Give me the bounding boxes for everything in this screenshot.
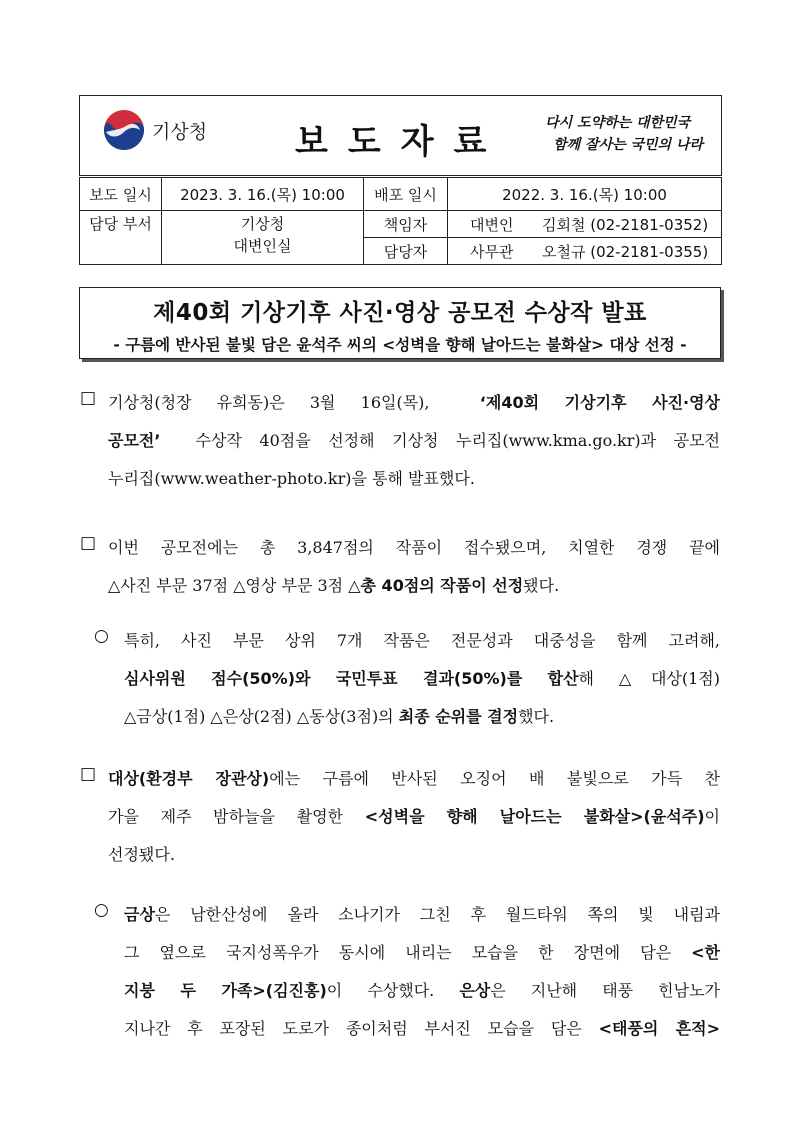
paragraph-5-bullet: ○ — [94, 900, 109, 920]
p4-grand-prize: 대상(환경부 장관상) — [108, 769, 270, 788]
distribution-date-label: 배포 일시 — [364, 177, 448, 211]
release-title: 보도자료 — [295, 122, 507, 162]
slogan-line-2: 함께 잘사는 국민의 나라 — [553, 137, 703, 153]
p3-final-ranking: 최종 순위를 결정 — [398, 707, 519, 726]
p5-line3-end: 은 지난해 태풍 힌남노가 — [490, 981, 720, 1000]
department-office: 대변인실 — [233, 237, 292, 255]
kma-emblem-icon — [102, 108, 146, 152]
p4-line2-text: 가을 제주 밤하늘을 촬영한 — [108, 807, 344, 826]
staff-label: 담당자 — [364, 238, 448, 265]
p3-line3-text: △금상(1점) △은상(2점) △동상(3점)의 — [124, 707, 394, 726]
p4-line3-text: 선정됐다. — [108, 845, 175, 864]
p4-line2-end: 이 — [704, 807, 720, 826]
p4-winning-work: <성벽을 향해 날아드는 불화살>(윤석주) — [364, 807, 705, 826]
responsible-contact — [448, 211, 722, 238]
paragraph-4 — [108, 760, 720, 874]
paragraph-2 — [108, 529, 720, 605]
press-header-table — [79, 95, 722, 265]
p1-line2-text: 수상작 40점을 선정해 기상청 누리집(www.kma.go.kr)과 공모전 — [195, 431, 720, 450]
responsible-role: 대변인 — [470, 215, 514, 234]
department-label: 담당 부서 — [80, 211, 162, 265]
agency-name: 기상청 — [152, 120, 208, 143]
paragraph-2-bullet: □ — [80, 533, 97, 553]
header-banner — [80, 96, 722, 177]
responsible-label: 책임자 — [364, 211, 448, 238]
paragraph-3 — [124, 622, 720, 736]
p5-gold-work-end: 지붕 두 가족>(김진홍) — [124, 981, 327, 1000]
p5-silver-work: <태풍의 흔적> — [598, 1019, 720, 1038]
p3-line3-end: 했다. — [518, 707, 555, 726]
agency-logo — [102, 108, 207, 152]
headline: 제40회 기상기후 사진·영상 공모전 수상작 발표 — [153, 300, 647, 326]
department-name: 기상청 — [240, 215, 285, 233]
p1-contest-name-end: 공모전’ — [108, 431, 161, 450]
release-date-label: 보도 일시 — [80, 177, 162, 211]
paragraph-3-bullet: ○ — [94, 626, 109, 646]
p3-line2-end: 해 △대상(1점) — [578, 669, 720, 688]
p1-contest-name: ‘제40회 기상기후 사진·영상 — [479, 393, 721, 412]
staff-name-phone: 오철규 (02-2181-0355) — [542, 242, 709, 261]
p5-line1-text: 은 남한산성에 올라 소나기가 그친 후 월드타워 쪽의 빛 내림과 — [154, 905, 720, 924]
p2-total-selected: 총 40점의 작품이 선정 — [360, 576, 524, 595]
responsible-name-phone: 김회철 (02-2181-0352) — [542, 215, 709, 234]
department-value — [162, 211, 364, 265]
paragraph-4-bullet: □ — [80, 764, 97, 784]
headline-box — [79, 287, 721, 359]
p2-line1-text: 이번 공모전에는 총 3,847점의 작품이 접수됐으며, 치열한 경쟁 끝에 — [108, 538, 720, 557]
p5-silver-prize: 은상 — [459, 981, 491, 1000]
p5-gold-prize: 금상 — [124, 905, 155, 924]
p2-line2-end: 됐다. — [523, 576, 560, 595]
paragraph-1 — [108, 384, 720, 498]
p5-line2-text: 그 옆으로 국지성폭우가 동시에 내리는 모습을 한 장면에 담은 — [124, 943, 672, 962]
p5-line4-text: 지나간 후 포장된 도로가 종이처럼 부서진 모습을 담은 — [124, 1019, 582, 1038]
staff-role: 사무관 — [470, 242, 514, 261]
distribution-date-value: 2022. 3. 16.(목) 10:00 — [448, 177, 722, 211]
paragraph-1-bullet: □ — [80, 388, 97, 408]
staff-contact — [448, 238, 722, 265]
p1-line1-text: 기상청(청장 유희동)은 3월 16일(목), — [108, 393, 430, 412]
p1-line3-text: 누리집(www.weather-photo.kr)을 통해 발표했다. — [108, 469, 475, 488]
p3-scoring-method: 심사위원 점수(50%)와 국민투표 결과(50%)를 합산 — [124, 669, 579, 688]
p4-line1-text: 에는 구름에 반사된 오징어 배 불빛으로 가득 찬 — [269, 769, 720, 788]
p5-line3-text: 이 수상했다. — [326, 981, 435, 1000]
p3-line1-text: 특히, 사진 부문 상위 7개 작품은 전문성과 대중성을 함께 고려해, — [124, 631, 720, 650]
government-slogan — [545, 112, 703, 156]
p5-gold-work-start: <한 — [691, 943, 721, 962]
slogan-line-1: 다시 도약하는 대한민국 — [545, 115, 691, 131]
release-date-value: 2023. 3. 16.(목) 10:00 — [162, 177, 364, 211]
p2-line2-text: △사진 부문 37점 △영상 부문 3점 △ — [108, 576, 361, 595]
sub-headline: - 구름에 반사된 불빛 담은 윤석주 씨의 <성벽을 향해 날아드는 불화살> 대상 선정 - — [113, 336, 687, 354]
paragraph-5 — [124, 896, 720, 1048]
